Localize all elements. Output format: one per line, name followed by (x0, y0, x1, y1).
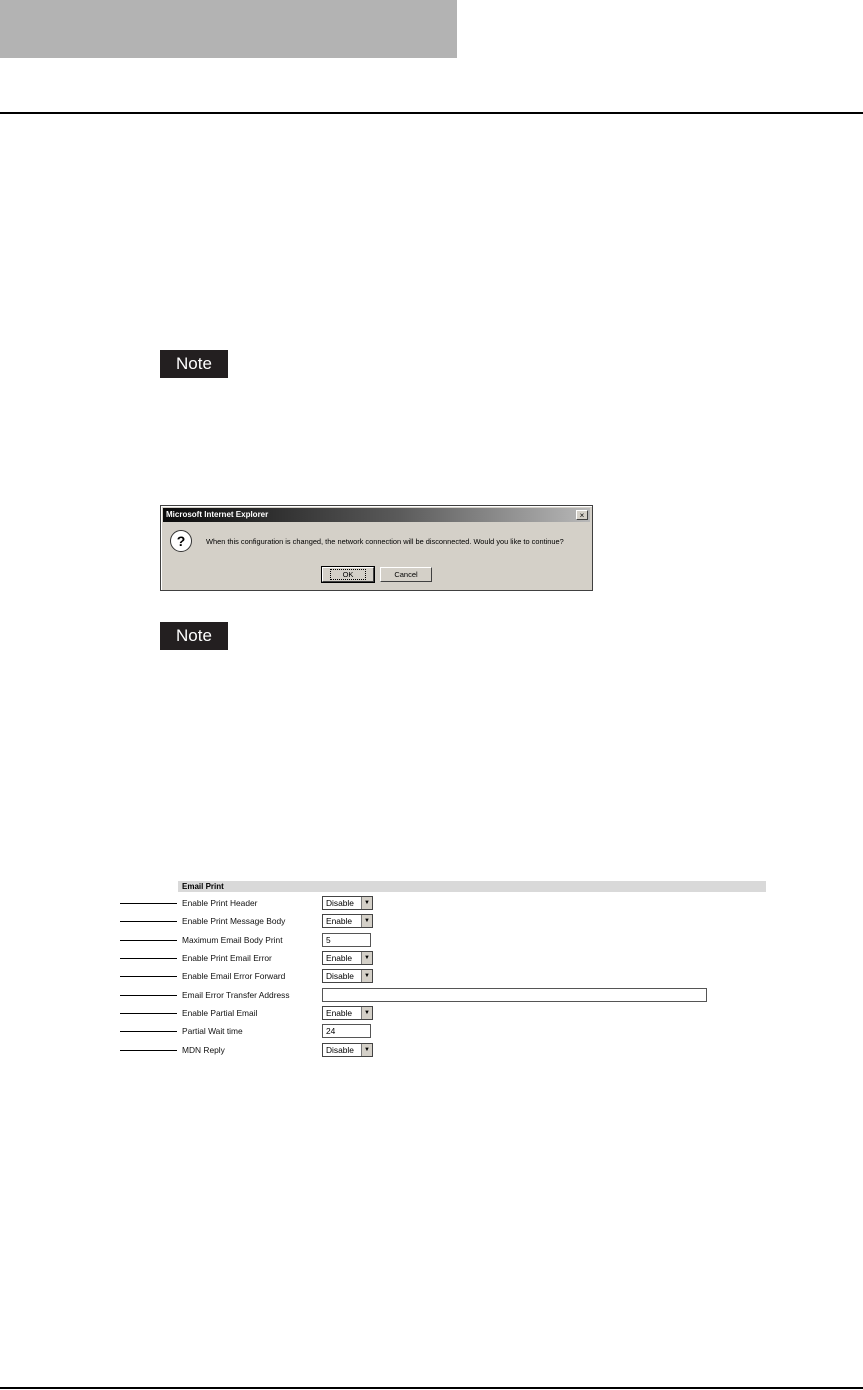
form-row-enable-email-error-forward (0, 969, 863, 985)
dropdown-arrow-icon[interactable]: ▼ (361, 897, 372, 909)
form-row-partial-wait-time (0, 1024, 863, 1040)
form-row-maximum-email-body-print (0, 933, 863, 949)
select-value: Disable (326, 971, 354, 981)
mdn-reply-select[interactable] (322, 1043, 373, 1057)
question-icon: ? (170, 530, 192, 552)
dialog-message: When this configuration is changed, the network connection will be disconnected. Would you like to continue? (206, 537, 564, 546)
footer-rule (0, 1387, 863, 1389)
field-label: Maximum Email Body Print (182, 935, 283, 945)
partial-wait-time-input[interactable]: 24 (322, 1024, 371, 1038)
field-label: Enable Print Header (182, 898, 258, 908)
section-header-email-print: Email Print (178, 881, 766, 892)
email-error-transfer-address-input[interactable] (322, 988, 707, 1002)
enable-email-error-forward-select[interactable] (322, 969, 373, 983)
field-label: Enable Print Message Body (182, 916, 286, 926)
field-label: Enable Print Email Error (182, 953, 272, 963)
dropdown-arrow-icon[interactable]: ▼ (361, 1007, 372, 1019)
enable-print-message-body-select[interactable] (322, 914, 373, 928)
enable-print-header-select[interactable] (322, 896, 373, 910)
field-label: Email Error Transfer Address (182, 990, 290, 1000)
callout-line (120, 940, 177, 941)
dropdown-arrow-icon[interactable]: ▼ (361, 952, 372, 964)
callout-line (120, 903, 177, 904)
select-value: Disable (326, 898, 354, 908)
callout-line (120, 921, 177, 922)
dialog-title: Microsoft Internet Explorer (166, 510, 269, 519)
note-label: Note (160, 350, 228, 378)
callout-line (120, 995, 177, 996)
field-label: MDN Reply (182, 1045, 225, 1055)
close-icon[interactable]: × (576, 510, 588, 520)
field-label: Partial Wait time (182, 1026, 243, 1036)
form-row-email-error-transfer-address (0, 988, 863, 1004)
note-label: Note (160, 622, 228, 650)
form-row-enable-print-email-error (0, 951, 863, 967)
form-row-enable-print-message-body (0, 914, 863, 930)
field-label: Enable Partial Email (182, 1008, 258, 1018)
dropdown-arrow-icon[interactable]: ▼ (361, 915, 372, 927)
dialog-titlebar (163, 508, 590, 522)
callout-line (120, 1013, 177, 1014)
form-row-mdn-reply (0, 1043, 863, 1059)
form-row-enable-print-header (0, 896, 863, 912)
ok-button[interactable] (322, 567, 374, 582)
maximum-email-body-print-input[interactable]: 5 (322, 933, 371, 947)
select-value: Enable (326, 1008, 353, 1018)
select-value: Enable (326, 916, 353, 926)
ok-button-label: OK (330, 569, 367, 580)
enable-partial-email-select[interactable] (322, 1006, 373, 1020)
select-value: Disable (326, 1045, 354, 1055)
select-value: Enable (326, 953, 353, 963)
dropdown-arrow-icon[interactable]: ▼ (361, 1044, 372, 1056)
form-row-enable-partial-email (0, 1006, 863, 1022)
header-rule (0, 112, 863, 114)
header-band (0, 0, 457, 58)
confirm-dialog (160, 505, 593, 591)
field-label: Enable Email Error Forward (182, 971, 286, 981)
callout-line (120, 1050, 177, 1051)
callout-line (120, 976, 177, 977)
enable-print-email-error-select[interactable] (322, 951, 373, 965)
callout-line (120, 958, 177, 959)
callout-line (120, 1031, 177, 1032)
dropdown-arrow-icon[interactable]: ▼ (361, 970, 372, 982)
cancel-button[interactable]: Cancel (380, 567, 432, 582)
